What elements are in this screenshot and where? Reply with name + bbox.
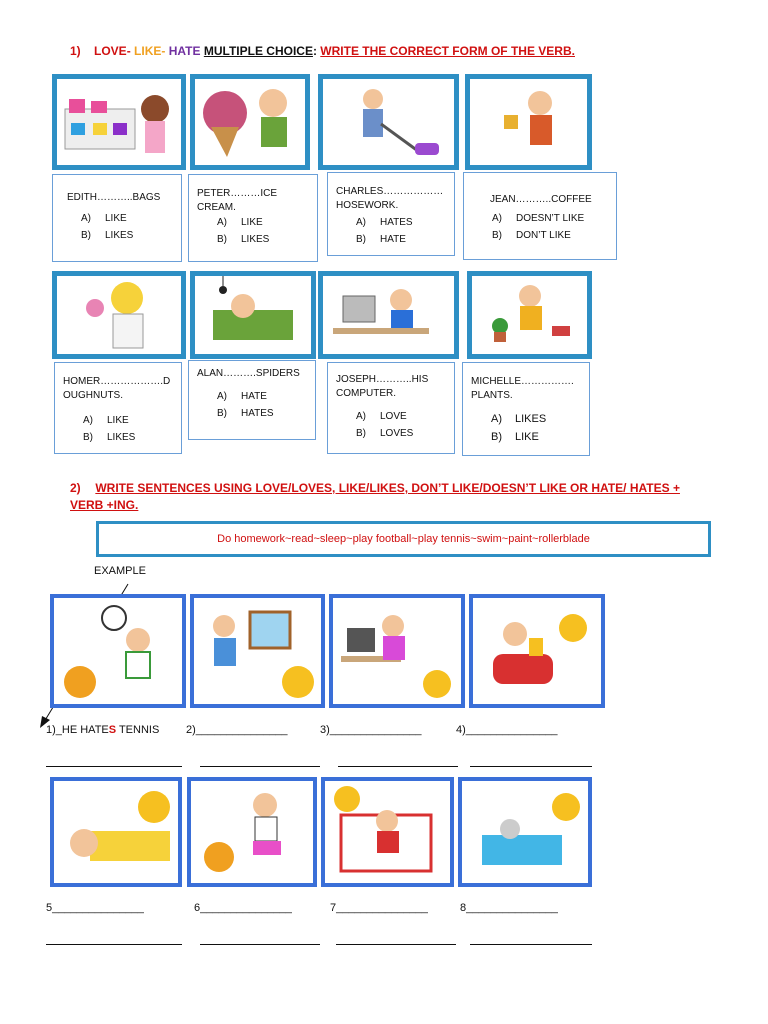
verb-bank: Do homework~read~sleep~play football~play tennis~swim~paint~rollerblade: [96, 521, 711, 557]
option-b[interactable]: [217, 408, 307, 419]
answer-5[interactable]: [46, 902, 144, 914]
option-text: LIKE: [105, 213, 127, 224]
picture-rollerblade: [187, 777, 317, 887]
example-label: EXAMPLE: [94, 565, 146, 577]
question-card: [463, 172, 617, 260]
picture-sleep: [50, 777, 182, 887]
question-text: JEAN………..COFFEE: [490, 194, 592, 205]
option-a[interactable]: [356, 217, 446, 228]
answer-text: 6_______________: [194, 902, 292, 914]
option-letter: B): [217, 408, 227, 419]
option-a[interactable]: [217, 391, 307, 402]
question-text: PETER………ICE CREAM.: [197, 188, 278, 213]
answer-text: 1)_HE HATE: [46, 724, 109, 736]
question-card: [54, 362, 182, 454]
option-b[interactable]: [492, 230, 608, 241]
swim-illustration: [462, 781, 588, 883]
question-text: CHARLES……………… HOSEWORK.: [336, 186, 444, 211]
option-letter: A): [491, 413, 502, 425]
answer-4[interactable]: [456, 724, 558, 736]
question-text: HOMER……………….D OUGHNUTS.: [63, 376, 171, 401]
picture-computer: [318, 271, 459, 359]
picture-bags: [52, 74, 186, 170]
option-text: LIKE: [241, 217, 263, 228]
section2-number: 2): [70, 481, 81, 495]
read-illustration: [473, 598, 601, 704]
option-letter: B): [356, 234, 366, 245]
option-letter: B): [492, 230, 502, 241]
answer-3[interactable]: [320, 724, 422, 736]
question-text: EDITH………..BAGS: [67, 192, 161, 203]
word-hate: HATE: [168, 44, 201, 58]
option-letter: A): [356, 217, 366, 228]
picture-housework: [318, 74, 459, 170]
spiders-illustration: [195, 276, 311, 354]
section1-heading: [70, 44, 575, 58]
option-b[interactable]: [356, 234, 446, 245]
sleep-illustration: [54, 781, 178, 883]
separator: -: [126, 44, 131, 58]
option-text: LOVES: [380, 428, 414, 439]
option-text: LIKES: [241, 234, 270, 245]
option-letter: A): [217, 217, 227, 228]
multiple-choice-label: MULTIPLE CHOICE: [203, 44, 313, 58]
answer-text: 2)_______________: [186, 724, 288, 736]
option-letter: B): [217, 234, 227, 245]
question-text: ALAN……….SPIDERS: [197, 368, 300, 379]
option-text: DOESN’T LIKE: [516, 213, 585, 224]
question-card: [188, 174, 318, 262]
option-b[interactable]: [217, 234, 309, 245]
picture-paint: [190, 594, 325, 708]
option-b[interactable]: [356, 428, 446, 439]
option-text: LIKES: [515, 413, 547, 425]
answer-7[interactable]: [330, 902, 428, 914]
bags-illustration: [57, 79, 181, 165]
answer-text: TENNIS: [116, 724, 160, 736]
option-text: HATES: [241, 408, 274, 419]
question-text: MICHELLE……………. PLANTS.: [471, 376, 574, 401]
picture-doughnuts: [52, 271, 186, 359]
question-card: [327, 172, 455, 256]
answer-text: 4)_______________: [456, 724, 558, 736]
answer-line[interactable]: [46, 944, 182, 945]
section2-instruction: WRITE SENTENCES USING LOVE/LOVES, LIKE/LIKES, DON’T LIKE/DOESN’T LIKE OR HATE/ HATES + VERB +ING.: [70, 481, 680, 512]
option-text: DON’T LIKE: [516, 230, 571, 241]
option-letter: B): [83, 432, 93, 443]
picture-swim: [458, 777, 592, 887]
question-text: JOSEPH………..HIS COMPUTER.: [336, 374, 429, 399]
answer-text: 3)_______________: [320, 724, 422, 736]
picture-coffee: [465, 74, 592, 170]
option-text: HATES: [380, 217, 413, 228]
section1-instruction: WRITE THE CORRECT FORM OF THE VERB.: [320, 44, 575, 58]
option-letter: A): [81, 213, 91, 224]
answer-text: 7_______________: [330, 902, 428, 914]
answer-1[interactable]: [46, 724, 159, 736]
picture-spiders: [190, 271, 316, 359]
paint-illustration: [194, 598, 321, 704]
football-illustration: [325, 781, 450, 883]
housework-illustration: [323, 79, 454, 165]
picture-tennis: [50, 594, 186, 708]
answer-line[interactable]: [470, 944, 592, 945]
option-letter: A): [356, 411, 366, 422]
option-b[interactable]: [81, 230, 173, 241]
section1-number: 1): [70, 44, 81, 58]
answer-text: 5_______________: [46, 902, 144, 914]
answer-6[interactable]: [194, 902, 292, 914]
answer-highlight: S: [108, 724, 117, 736]
doughnuts-illustration: [57, 276, 181, 354]
answer-line[interactable]: [200, 944, 320, 945]
computer-illustration: [323, 276, 454, 354]
option-b[interactable]: [491, 431, 581, 443]
option-letter: B): [81, 230, 91, 241]
option-a[interactable]: [217, 217, 309, 228]
picture-read: [469, 594, 605, 708]
option-text: HATE: [380, 234, 406, 245]
coffee-illustration: [470, 79, 587, 165]
answer-line[interactable]: [338, 766, 458, 767]
rollerblade-illustration: [191, 781, 313, 883]
answer-line[interactable]: [336, 944, 456, 945]
option-text: LIKES: [107, 432, 136, 443]
option-text: LOVE: [380, 411, 407, 422]
option-text: LIKES: [105, 230, 134, 241]
option-a[interactable]: [356, 411, 446, 422]
section2-heading: [70, 480, 710, 514]
option-letter: A): [492, 213, 502, 224]
option-letter: B): [356, 428, 366, 439]
answer-8[interactable]: [460, 902, 558, 914]
separator: -: [161, 44, 166, 58]
option-b[interactable]: [83, 432, 173, 443]
question-card: [188, 360, 316, 440]
computer-kid-illustration: [333, 598, 461, 704]
plants-illustration: [472, 276, 587, 354]
picture-ice-cream: [190, 74, 310, 170]
option-letter: B): [491, 431, 502, 443]
answer-line[interactable]: [200, 766, 320, 767]
option-letter: A): [83, 415, 93, 426]
answer-line[interactable]: [470, 766, 592, 767]
answer-text: 8_______________: [460, 902, 558, 914]
option-a[interactable]: [491, 413, 581, 425]
ice-cream-illustration: [195, 79, 305, 165]
word-love: LOVE: [94, 44, 127, 58]
picture-plants: [467, 271, 592, 359]
option-a[interactable]: [83, 415, 173, 426]
word-like: LIKE: [134, 44, 162, 58]
question-card: [327, 362, 455, 454]
option-text: LIKE: [107, 415, 129, 426]
option-text: LIKE: [515, 431, 539, 443]
option-a[interactable]: [492, 213, 608, 224]
question-card: [52, 174, 182, 262]
tennis-illustration: [54, 598, 182, 704]
question-card: [462, 362, 590, 456]
option-text: HATE: [241, 391, 267, 402]
colon: :: [312, 44, 317, 58]
option-letter: A): [217, 391, 227, 402]
picture-football: [321, 777, 454, 887]
option-a[interactable]: [81, 213, 173, 224]
answer-line[interactable]: [46, 766, 182, 767]
picture-computer-kid: [329, 594, 465, 708]
answer-2[interactable]: [186, 724, 288, 736]
